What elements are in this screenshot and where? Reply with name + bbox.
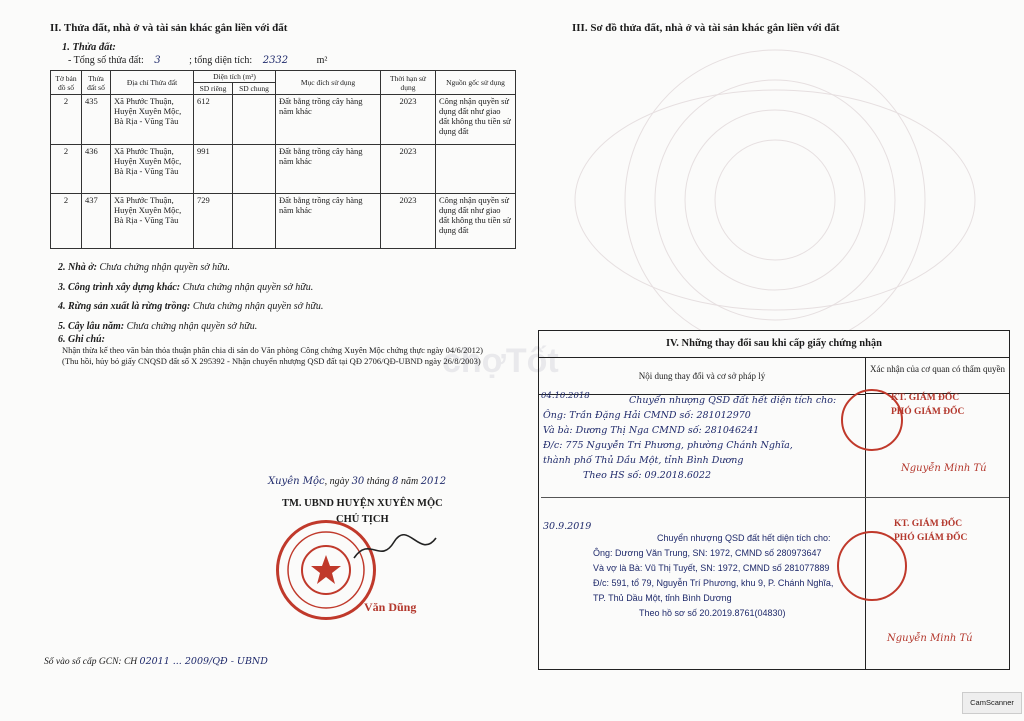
entry1-line: thành phố Thủ Dầu Một, tỉnh Bình Dương [543, 455, 744, 466]
col-content-header: Nội dung thay đổi và cơ sở pháp lý [539, 358, 865, 395]
note-2: (Thu hồi, hủy bỏ giấy CNQSD đất số X 295392 - Nhận chuyển nhượng QSD đất tại QĐ 2706/QĐ-UBND ngày 26/8/2003) [62, 355, 481, 366]
item-forest [58, 297, 323, 317]
date-place: Xuyên Mộc [268, 476, 325, 487]
item-value: Chưa chứng nhận quyền sở hữu. [192, 301, 324, 312]
notes [62, 345, 502, 366]
date-year: 2012 [420, 476, 447, 487]
entry-divider [541, 497, 1009, 498]
cell-parcel: 435 [82, 95, 111, 145]
signing-date [268, 476, 446, 487]
ownership-items [58, 258, 323, 336]
cell-parcel: 437 [82, 194, 111, 249]
total-parcels-label: - Tổng số thửa đất: [68, 55, 144, 66]
entry2-sign-title: PHÓ GIÁM ĐỐC [894, 533, 968, 543]
cell-term: 2023 [381, 194, 436, 249]
entry2-line: Ông: Dương Văn Trung, SN: 1972, CMND số 280973647 [593, 548, 822, 558]
th-private: SD riêng [194, 83, 233, 95]
changes-panel [538, 330, 1010, 670]
entry2-date: 30.9.2019 [543, 521, 592, 532]
th-parcel: Thửa đất số [82, 71, 111, 95]
entry2-line: Chuyển nhượng QSD đất hết diện tích cho: [657, 533, 831, 543]
entry1-content [543, 393, 863, 483]
item-value: Chưa chứng nhận quyền sở hữu. [99, 262, 231, 273]
cell-shared [233, 194, 276, 249]
cert-value: 02011 ... 2009/QĐ - UBND [139, 656, 268, 667]
total-parcels-value: 3 [154, 55, 161, 66]
sign-org: TM. UBND HUYỆN XUYÊN MỘC [282, 498, 443, 509]
cell-private: 729 [194, 194, 233, 249]
cell-shared [233, 95, 276, 145]
note-1: Nhận thừa kế theo văn bản thỏa thuận phân chia di sản do Văn phòng Công chứng Xuyên Mộc chứng thực ngày 04/6/2012) [62, 345, 483, 355]
date-day: 30 [351, 476, 365, 487]
item-label: 4. Rừng sản xuất là rừng trồng: [58, 301, 191, 312]
sign-title: CHỦ TỊCH [336, 514, 389, 525]
cert-number [44, 656, 268, 667]
date-year-label: năm [400, 476, 419, 487]
date-month: 8 [392, 476, 399, 487]
item-label: 2. Nhà ở: [58, 262, 97, 273]
date-day-label: , ngày [324, 476, 350, 487]
signature-chairman [350, 530, 440, 570]
cell-term: 2023 [381, 95, 436, 145]
th-area: Diện tích (m²) [194, 71, 276, 83]
item-value: Chưa chứng nhận quyền sở hữu. [126, 320, 258, 332]
total-area-label: ; tổng diện tích: [189, 55, 253, 66]
entry1-line: Ông: Trần Đặng Hải CMND số: 281012970 [543, 410, 751, 421]
entry2-content [593, 531, 865, 621]
item-value: Chưa chứng nhận quyền sở hữu. [182, 281, 314, 293]
entry2-signer: Nguyễn Minh Tú [887, 633, 973, 644]
scanner-badge: CamScanner [962, 692, 1022, 714]
entry2-line: Đ/c: 591, tổ 79, Nguyễn Trí Phương, khu 9, P. Chánh Nghĩa, [593, 578, 834, 588]
cell-map: 2 [51, 95, 82, 145]
cell-parcel: 436 [82, 145, 111, 194]
entry2-sign-kt: KT. GIÁM ĐỐC [894, 519, 963, 529]
entry2-line: Theo hồ sơ số 20.2019.8761(04830) [639, 608, 786, 618]
entry1-line: Đ/c: 775 Nguyễn Tri Phương, phường Chánh Nghĩa, [543, 440, 793, 451]
entry2-line: TP. Thủ Dầu Một, tỉnh Bình Dương [593, 593, 732, 603]
cell-private: 991 [194, 145, 233, 194]
area-unit: m² [316, 55, 328, 66]
cell-term: 2023 [381, 145, 436, 194]
changes-title: IV. Những thay đổi sau khi cấp giấy chứng nhận [539, 331, 1009, 358]
cell-purpose: Đất bằng trồng cây hàng năm khác [276, 95, 381, 145]
cell-address: Xã Phước Thuận, Huyện Xuyên Mộc, Bà Rịa - Vũng Tàu [111, 95, 194, 145]
entry1-line: Chuyển nhượng QSD đất hết diện tích cho: [629, 395, 837, 406]
notes-label: 6. Ghi chú: [58, 334, 105, 345]
entry1-line: Và bà: Dương Thị Nga CMND số: 281046241 [543, 425, 760, 436]
total-line [68, 55, 327, 66]
signature-scribble-icon [350, 530, 440, 570]
cell-map: 2 [51, 145, 82, 194]
item-construction [58, 278, 323, 298]
entry1-sign-kt: KT. GIÁM ĐỐC [891, 393, 960, 403]
cell-purpose: Đất bằng trồng cây hàng năm khác [276, 194, 381, 249]
entry1-sign-title: PHÓ GIÁM ĐỐC [891, 407, 965, 417]
land-heading: 1. Thửa đất: [62, 42, 116, 53]
cell-purpose: Đất bằng trồng cây hàng năm khác [276, 145, 381, 194]
th-shared: SD chung [233, 83, 276, 95]
cell-origin: Công nhận quyền sử dụng đất như giao đất không thu tiền sử dụng đất [436, 95, 516, 145]
th-address: Địa chỉ Thửa đất [111, 71, 194, 95]
date-month-label: tháng [366, 476, 390, 487]
table-row [51, 145, 516, 194]
entry1-signer: Nguyễn Minh Tú [901, 463, 987, 474]
th-purpose: Mục đích sử dụng [276, 71, 381, 95]
watermark: chợTốt [442, 342, 559, 380]
item-label: 5. Cây lâu năm: [58, 320, 125, 332]
cell-shared [233, 145, 276, 194]
signer-name: Văn Dũng [364, 600, 417, 614]
background-guilloche [540, 40, 1010, 330]
table-row [51, 95, 516, 145]
cell-address: Xã Phước Thuận, Huyện Xuyên Mộc, Bà Rịa - Vũng Tàu [111, 145, 194, 194]
cell-origin [436, 145, 516, 194]
entry1-date: 04.10.2018 [541, 391, 590, 401]
section-title-land: II. Thửa đất, nhà ở và tài sản khác gắn liền với đất [50, 22, 288, 34]
th-term: Thời hạn sử dụng [381, 71, 436, 95]
col-authority-header: Xác nhận của cơ quan có thẩm quyền [866, 358, 1009, 394]
land-table [50, 70, 516, 249]
section-title-diagram: III. Sơ đồ thửa đất, nhà ở và tài sản khác gắn liền với đất [572, 22, 840, 34]
total-area-value: 2332 [262, 55, 289, 66]
cell-private: 612 [194, 95, 233, 145]
entry2-line: Và vợ là Bà: Vũ Thị Tuyết, SN: 1972, CMND số 281077889 [593, 563, 830, 573]
cell-address: Xã Phước Thuận, Huyện Xuyên Mộc, Bà Rịa - Vũng Tàu [111, 194, 194, 249]
th-map: Tờ bản đồ số [51, 71, 82, 95]
cell-origin: Công nhận quyền sử dụng đất như giao đất không thu tiền sử dụng đất [436, 194, 516, 249]
table-row [51, 194, 516, 249]
item-label: 3. Công trình xây dựng khác: [58, 281, 181, 293]
cert-label: Số vào sổ cấp GCN: CH [44, 657, 138, 667]
cell-map: 2 [51, 194, 82, 249]
entry1-line: Theo HS số: 09.2018.6022 [583, 470, 712, 481]
item-house [58, 258, 323, 278]
th-origin: Nguồn gốc sử dụng [436, 71, 516, 95]
